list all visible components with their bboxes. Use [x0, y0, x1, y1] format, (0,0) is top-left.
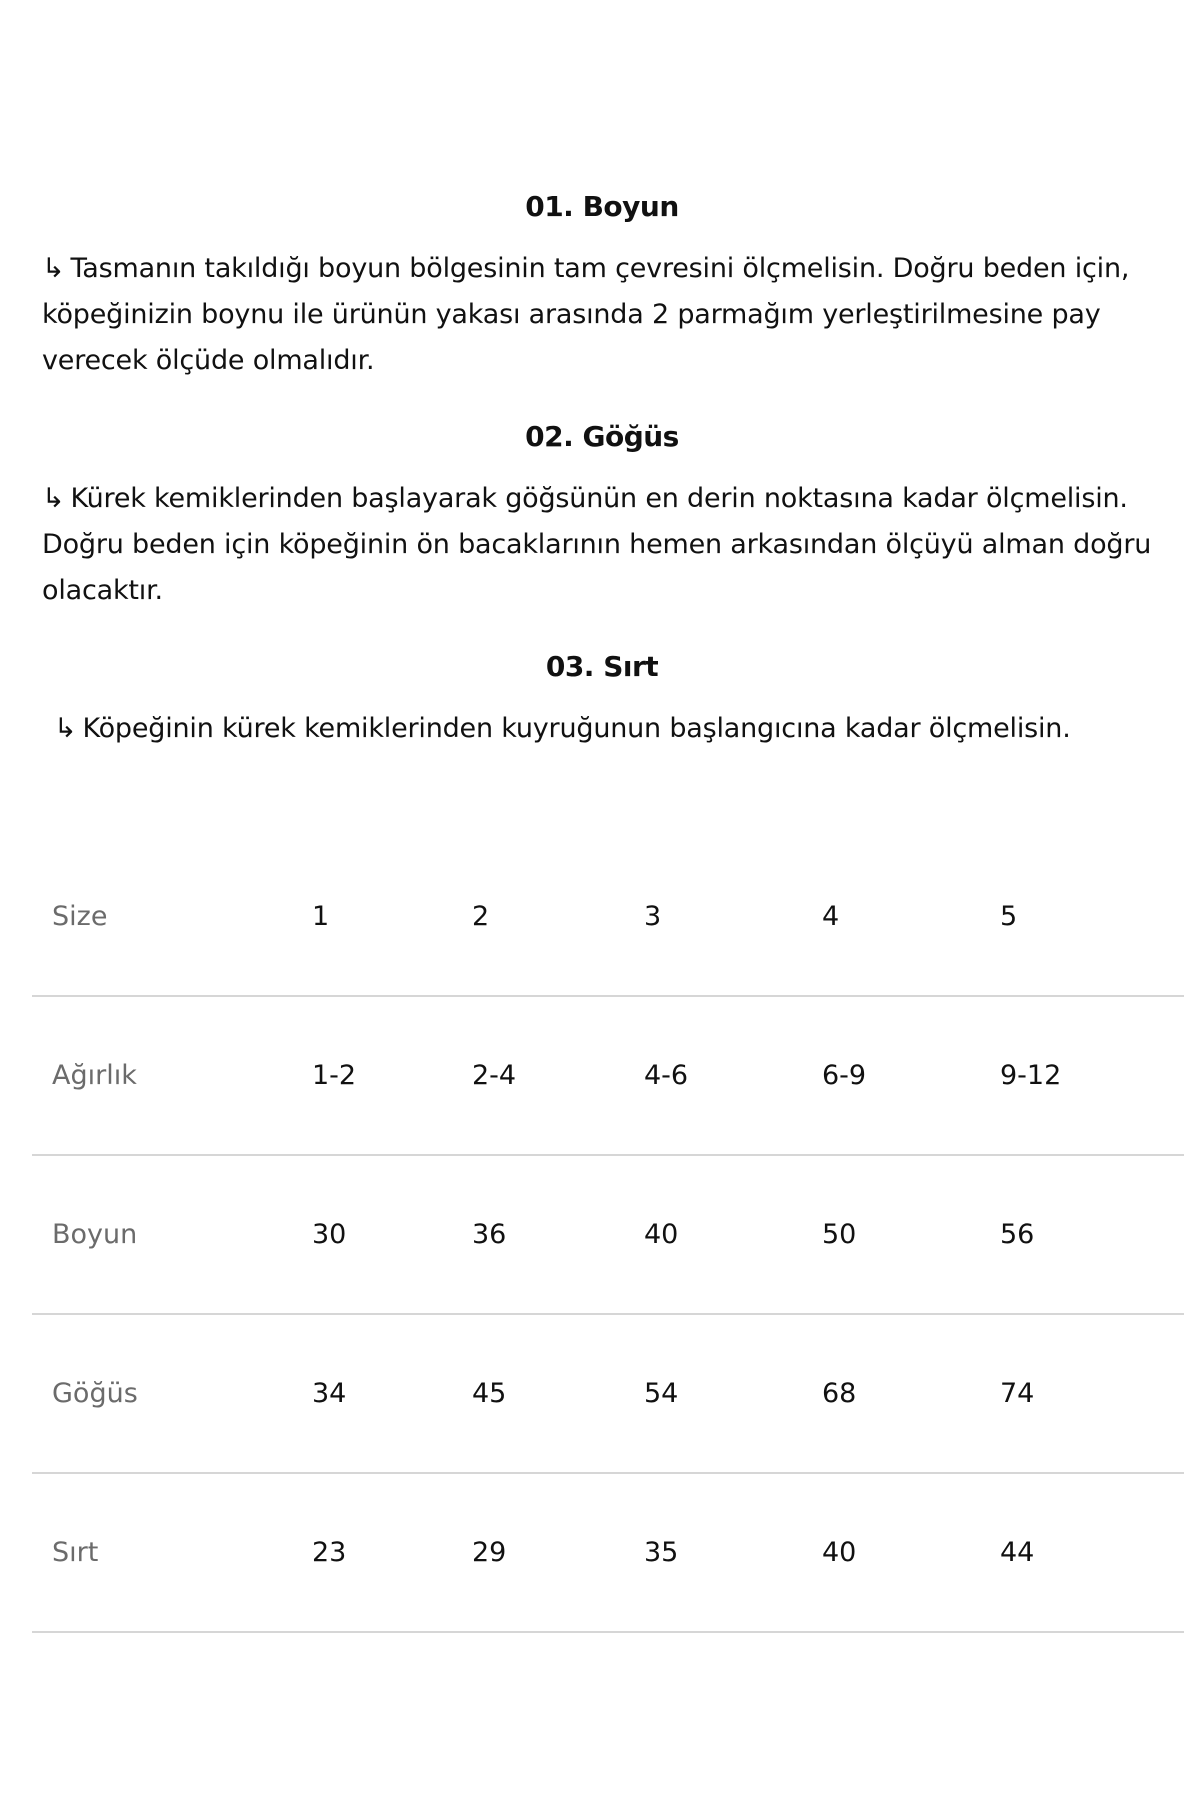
table-cell: 4-6: [644, 996, 822, 1155]
table-row-back: [32, 1473, 1184, 1632]
row-label: Boyun: [32, 1155, 312, 1314]
row-label: Sırt: [32, 1473, 312, 1632]
table-cell: 30: [312, 1155, 472, 1314]
section-text-chest-body: Kürek kemiklerinden başlayarak göğsünün en derin noktasına kadar ölçmelisin. Doğru beden için köpeğinin ön bacaklarının hemen arkasından ölçüyü alman doğru olacaktır.: [42, 483, 1152, 606]
table-cell: 1: [312, 838, 472, 996]
table-row-size: [32, 838, 1184, 996]
section-title-chest: 02. Göğüs: [525, 420, 679, 453]
table-cell: 44: [1000, 1473, 1184, 1632]
table-cell: 29: [472, 1473, 644, 1632]
row-label: Size: [32, 838, 312, 996]
table-cell: 56: [1000, 1155, 1184, 1314]
table-cell: 40: [644, 1155, 822, 1314]
section-title-back: 03. Sırt: [545, 650, 659, 683]
table-row-weight: [32, 996, 1184, 1155]
row-label: Göğüs: [32, 1314, 312, 1473]
size-table: [32, 838, 1184, 1633]
table-cell: 4: [822, 838, 1000, 996]
table-row-chest: [32, 1314, 1184, 1473]
table-cell: 35: [644, 1473, 822, 1632]
table-cell: 34: [312, 1314, 472, 1473]
table-cell: 54: [644, 1314, 822, 1473]
measurement-guide: [42, 190, 1162, 788]
section-text-neck: [42, 246, 1162, 384]
section-text-back: [42, 706, 1162, 752]
table-cell: 23: [312, 1473, 472, 1632]
table-cell: 68: [822, 1314, 1000, 1473]
return-arrow-icon: ↳: [42, 253, 65, 284]
table-row-neck: [32, 1155, 1184, 1314]
section-text-neck-body: Tasmanın takıldığı boyun bölgesinin tam çevresini ölçmelisin. Doğru beden için, köpeğinizin boynu ile ürünün yakası arasında 2 parmağım yerleştirilmesine pay verecek ölçüde olmalıdır.: [42, 253, 1130, 376]
row-label: Ağırlık: [32, 996, 312, 1155]
table-cell: 45: [472, 1314, 644, 1473]
table-cell: 74: [1000, 1314, 1184, 1473]
table-cell: 2: [472, 838, 644, 996]
section-title-neck: 01. Boyun: [525, 190, 679, 223]
section-text-back-body: Köpeğinin kürek kemiklerinden kuyruğunun başlangıcına kadar ölçmelisin.: [82, 713, 1071, 744]
table-cell: 9-12: [1000, 996, 1184, 1155]
table-cell: 3: [644, 838, 822, 996]
return-arrow-icon: ↳: [54, 713, 77, 744]
table-cell: 5: [1000, 838, 1184, 996]
table-cell: 6-9: [822, 996, 1000, 1155]
section-text-chest: [42, 476, 1162, 614]
table-cell: 40: [822, 1473, 1000, 1632]
return-arrow-icon: ↳: [42, 483, 65, 514]
table-cell: 1-2: [312, 996, 472, 1155]
table-cell: 2-4: [472, 996, 644, 1155]
table-cell: 36: [472, 1155, 644, 1314]
table-cell: 50: [822, 1155, 1000, 1314]
